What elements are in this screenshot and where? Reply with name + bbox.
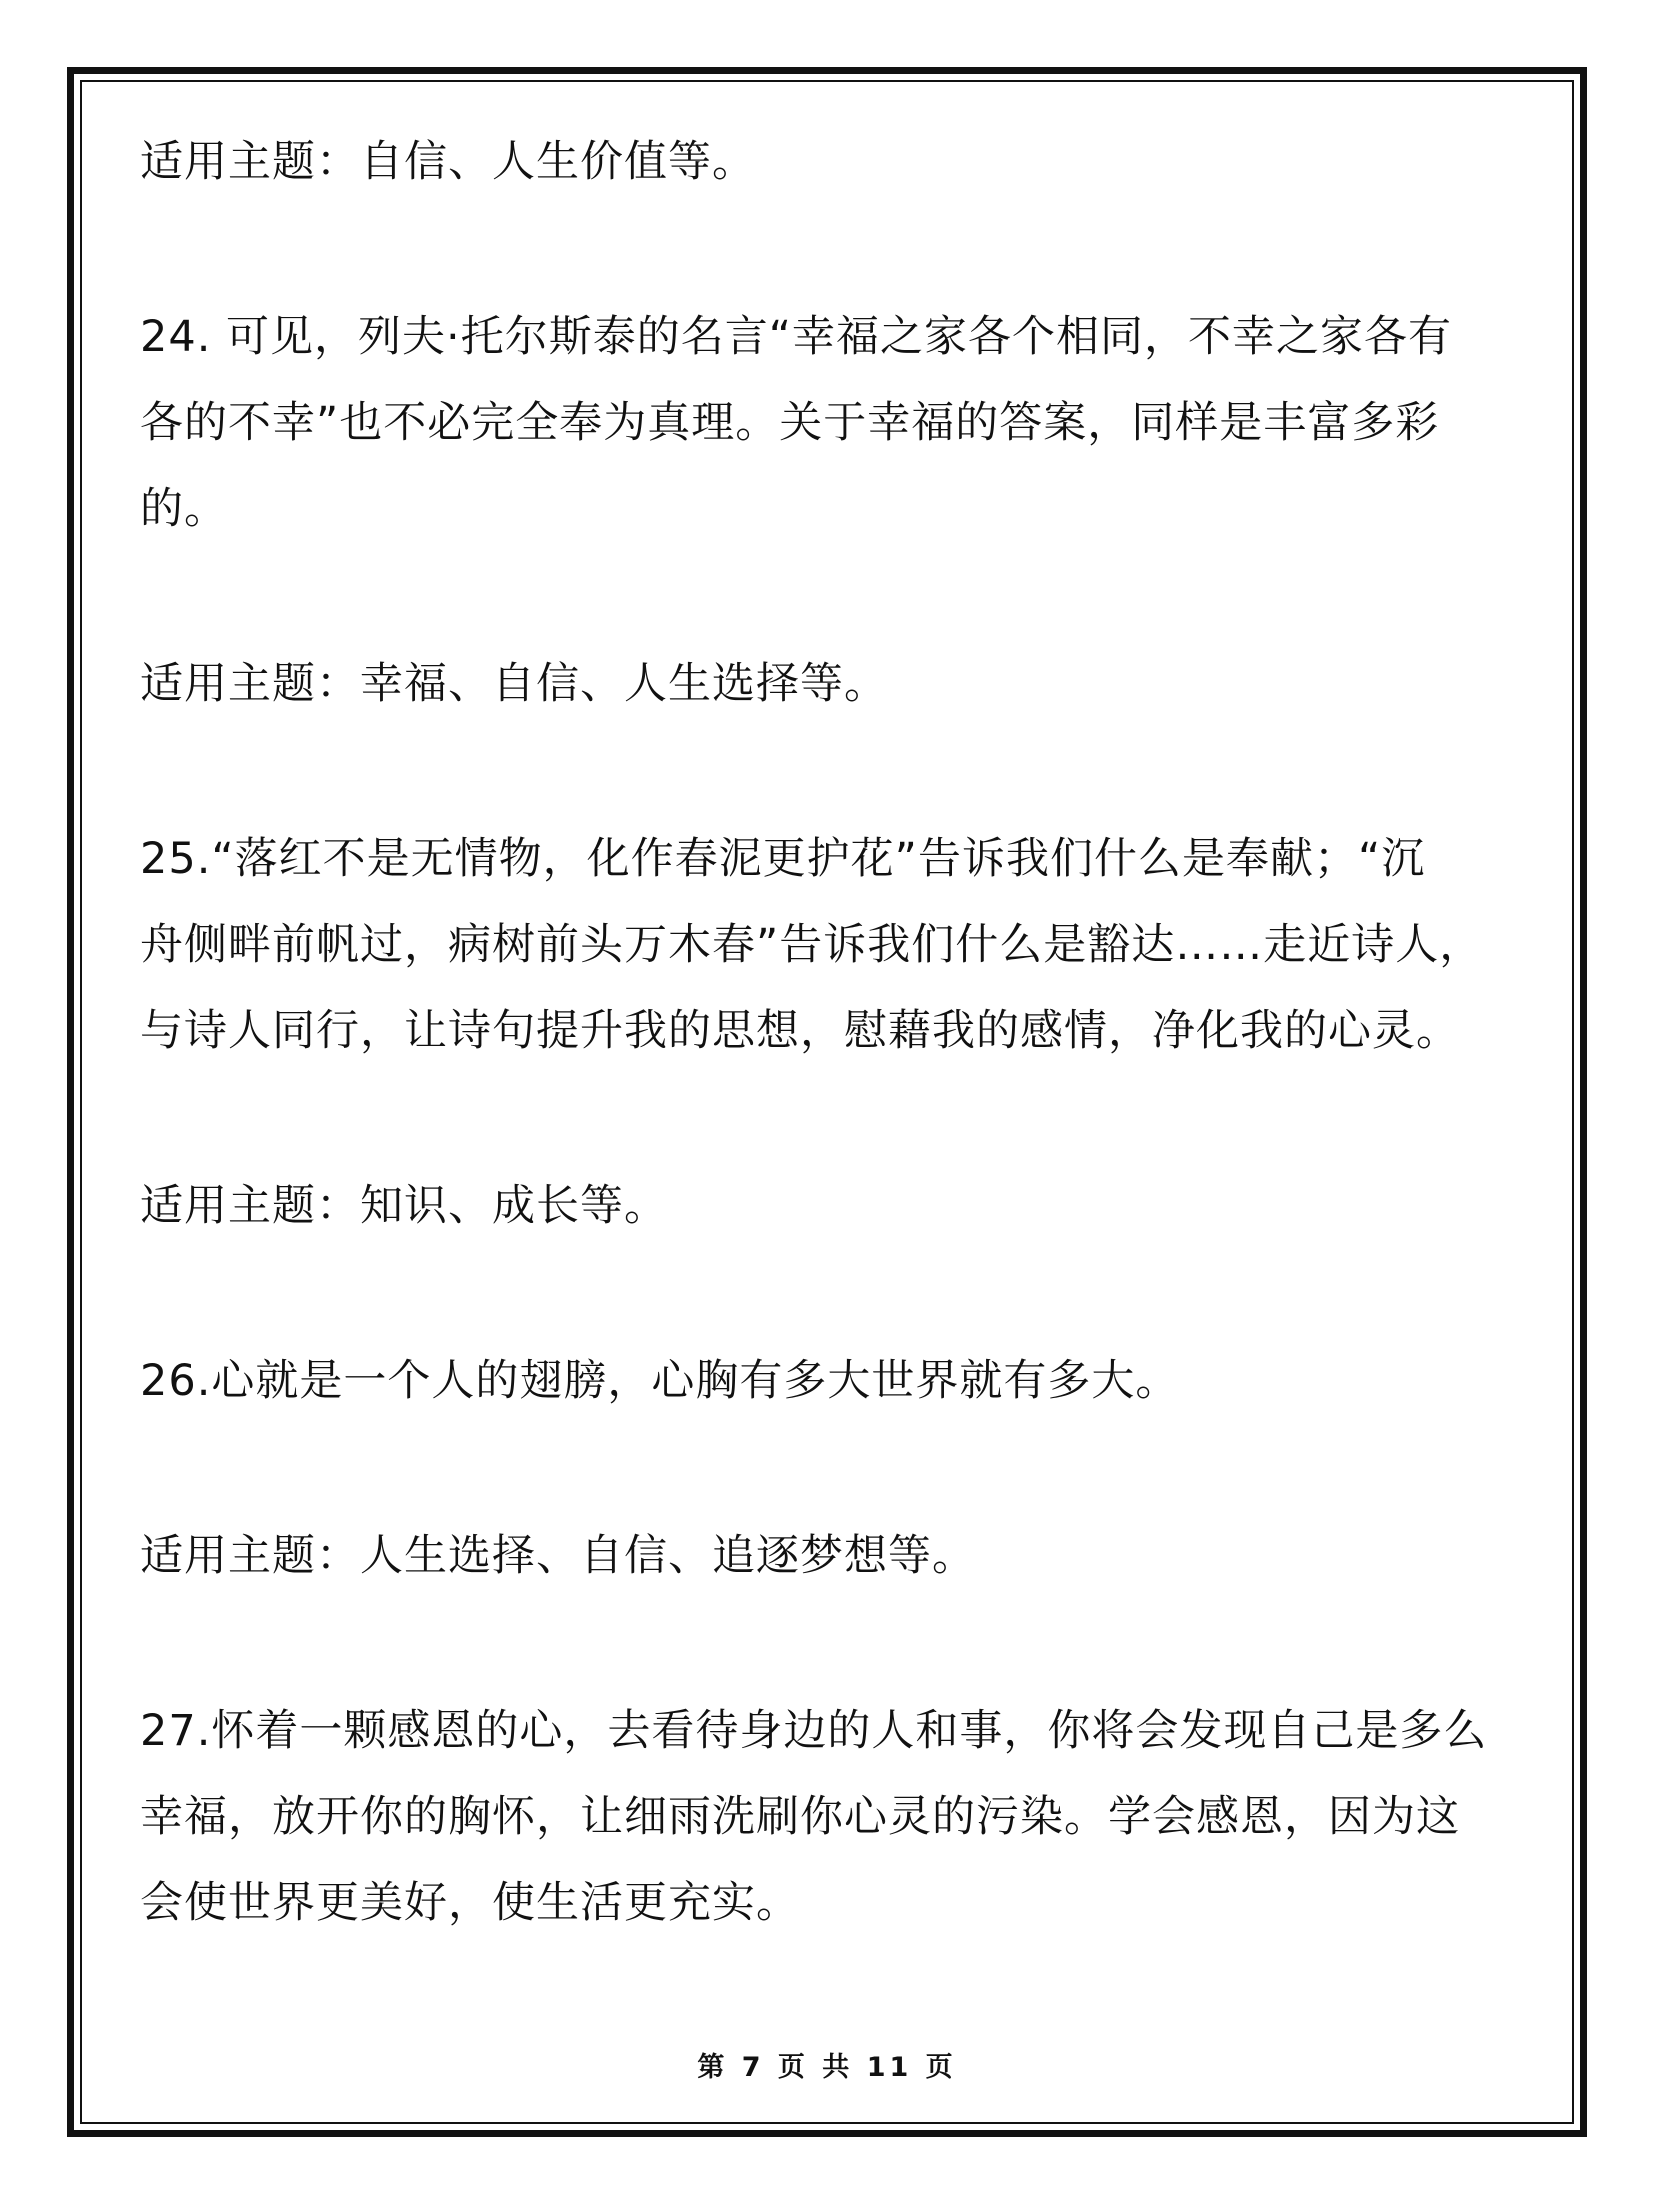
- paragraph-line: 26.心就是一个人的翅膀，心胸有多大世界就有多大。: [140, 1356, 1180, 1406]
- paragraph-line: 幸福，放开你的胸怀，让细雨洗刷你心灵的污染。学会感恩，因为这: [140, 1792, 1460, 1842]
- page-number-footer: 第 7 页 共 11 页: [697, 2052, 957, 2083]
- theme-line: 适用主题：自信、人生价值等。: [140, 137, 756, 187]
- paragraph-line: 27.怀着一颗感恩的心，去看待身边的人和事，你将会发现自己是多么: [140, 1706, 1488, 1756]
- paragraph-line: 25.“落红不是无情物，化作春泥更护花”告诉我们什么是奉献；“沉: [140, 834, 1426, 884]
- paragraph-line: 24. 可见，列夫·托尔斯泰的名言“幸福之家各个相同，不幸之家各有: [140, 312, 1452, 362]
- paragraph-line: 各的不幸”也不必完全奉为真理。关于幸福的答案，同样是丰富多彩: [140, 398, 1440, 448]
- paragraph-line: 的。: [140, 484, 228, 534]
- theme-line: 适用主题：人生选择、自信、追逐梦想等。: [140, 1531, 976, 1581]
- paragraph-line: 与诗人同行，让诗句提升我的思想，慰藉我的感情，净化我的心灵。: [140, 1006, 1460, 1056]
- paragraph-line: 会使世界更美好，使生活更充实。: [140, 1878, 800, 1928]
- theme-line: 适用主题：幸福、自信、人生选择等。: [140, 659, 888, 709]
- paragraph-line: 舟侧畔前帆过，病树前头万木春”告诉我们什么是豁达……走近诗人，: [140, 920, 1484, 970]
- theme-line: 适用主题：知识、成长等。: [140, 1181, 668, 1231]
